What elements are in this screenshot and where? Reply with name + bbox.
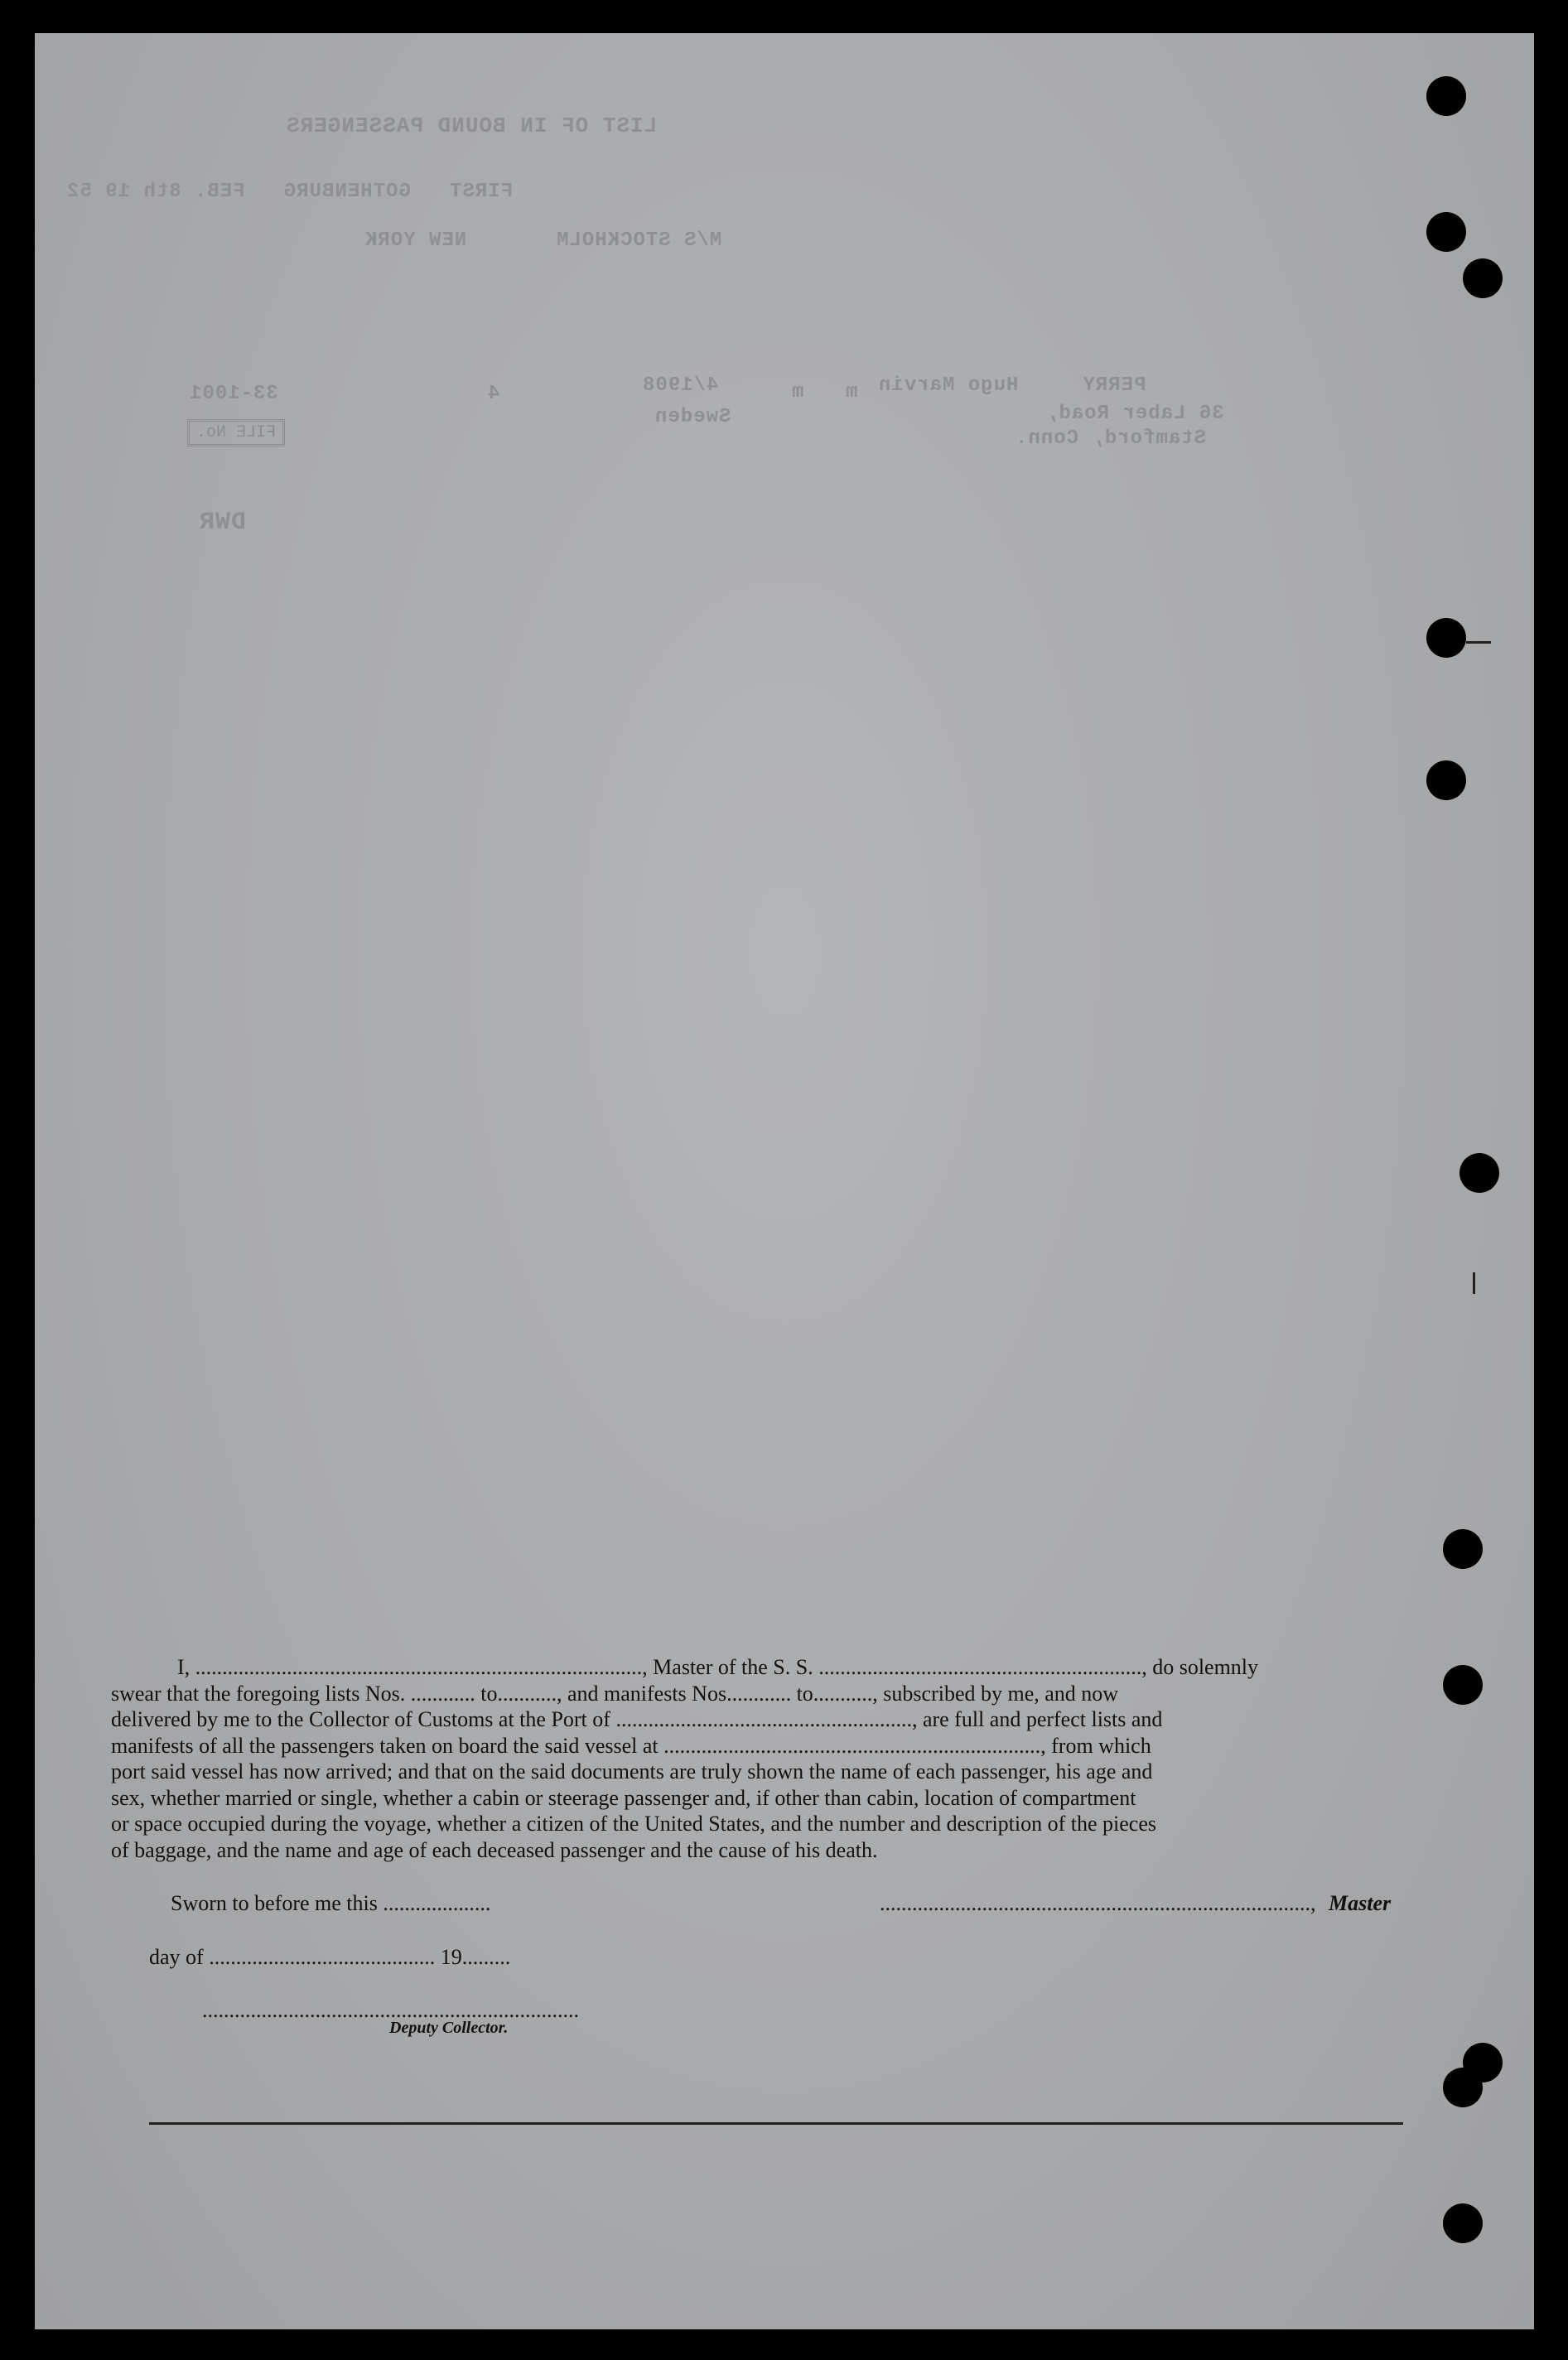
oath-line: of baggage, and the name and age of each deceased passenger and the cause of his death. bbox=[111, 1837, 878, 1862]
deputy-signature-line: ...................................................................... bbox=[202, 1998, 579, 2022]
bottom-rule bbox=[149, 2122, 1403, 2125]
master-oath-paragraph bbox=[111, 1654, 1403, 1863]
bleed-file-stamp: FILE No. bbox=[187, 419, 285, 446]
bleed-entry-address2: Stamford, Conn. bbox=[1015, 427, 1207, 450]
deputy-collector-label: Deputy Collector. bbox=[389, 2019, 509, 2037]
bleed-line1: FIRST GOTHENBURG FEB. 8th 19 52 bbox=[66, 181, 514, 203]
punch-hole bbox=[1443, 2068, 1483, 2107]
oath-line: or space occupied during the voyage, whether a citizen of the United States, and the number and description of the pieces bbox=[111, 1812, 1157, 1836]
oath-line: port said vessel has now arrived; and that on the said documents are truly shown the name of each passenger, his age and bbox=[111, 1759, 1153, 1783]
oath-line: manifests of all the passengers taken on board the said vessel at ......................................................................, from which bbox=[111, 1733, 1151, 1758]
bleed-title: LIST OF IN BOUND PASSENGERS bbox=[286, 113, 658, 138]
punch-hole bbox=[1459, 1153, 1499, 1193]
day-of-line: day of .......................................... 19......... bbox=[149, 1945, 511, 1969]
bleed-entry-address1: 36 Laber Road, bbox=[1045, 403, 1224, 425]
oath-line: delivered by me to the Collector of Customs at the Port of ......................................................., are full and perfect lists and bbox=[111, 1707, 1163, 1731]
bleed-entry-marital: m bbox=[791, 381, 804, 403]
pencil-tick bbox=[1473, 1272, 1475, 1294]
punch-hole bbox=[1426, 76, 1466, 116]
bleed-entry-name: PERRY Hugo Marvin bbox=[878, 374, 1146, 397]
bleed-entry-count: 4 bbox=[487, 383, 500, 405]
punch-hole bbox=[1443, 1529, 1483, 1569]
document-page bbox=[35, 33, 1534, 2329]
bleed-margin-mark: DWR bbox=[199, 509, 247, 537]
oath-line: swear that the foregoing lists Nos. ............ to..........., and manifests Nos............ to..........., subscribed by me, and now bbox=[111, 1681, 1119, 1706]
sworn-before-line: Sworn to before me this .................... bbox=[171, 1891, 491, 1915]
oath-line: I, ..................................................................................., Master of the S. S. ............................................................, do solemnly bbox=[177, 1655, 1259, 1679]
bleed-entry-number: 33-1001 bbox=[189, 383, 278, 405]
punch-hole bbox=[1463, 258, 1503, 298]
punch-hole bbox=[1426, 212, 1466, 252]
bleed-entry-dob: 4/1908 bbox=[642, 374, 719, 397]
punch-hole bbox=[1426, 760, 1466, 800]
pencil-tick bbox=[1466, 641, 1491, 644]
oath-line: sex, whether married or single, whether a cabin or steerage passenger and, if other than cabin, location of compartment bbox=[111, 1785, 1136, 1810]
bleed-entry-country: Sweden bbox=[654, 406, 731, 428]
punch-hole bbox=[1426, 618, 1466, 658]
master-label: Master bbox=[1329, 1891, 1392, 1915]
punch-hole bbox=[1443, 2203, 1483, 2243]
bleed-entry-sex: m bbox=[845, 381, 858, 403]
bleed-line2: M/S STOCKHOLM NEW YORK bbox=[364, 229, 722, 252]
punch-hole bbox=[1443, 1665, 1483, 1705]
master-signature-line: ................................................................................, bbox=[880, 1891, 1316, 1915]
